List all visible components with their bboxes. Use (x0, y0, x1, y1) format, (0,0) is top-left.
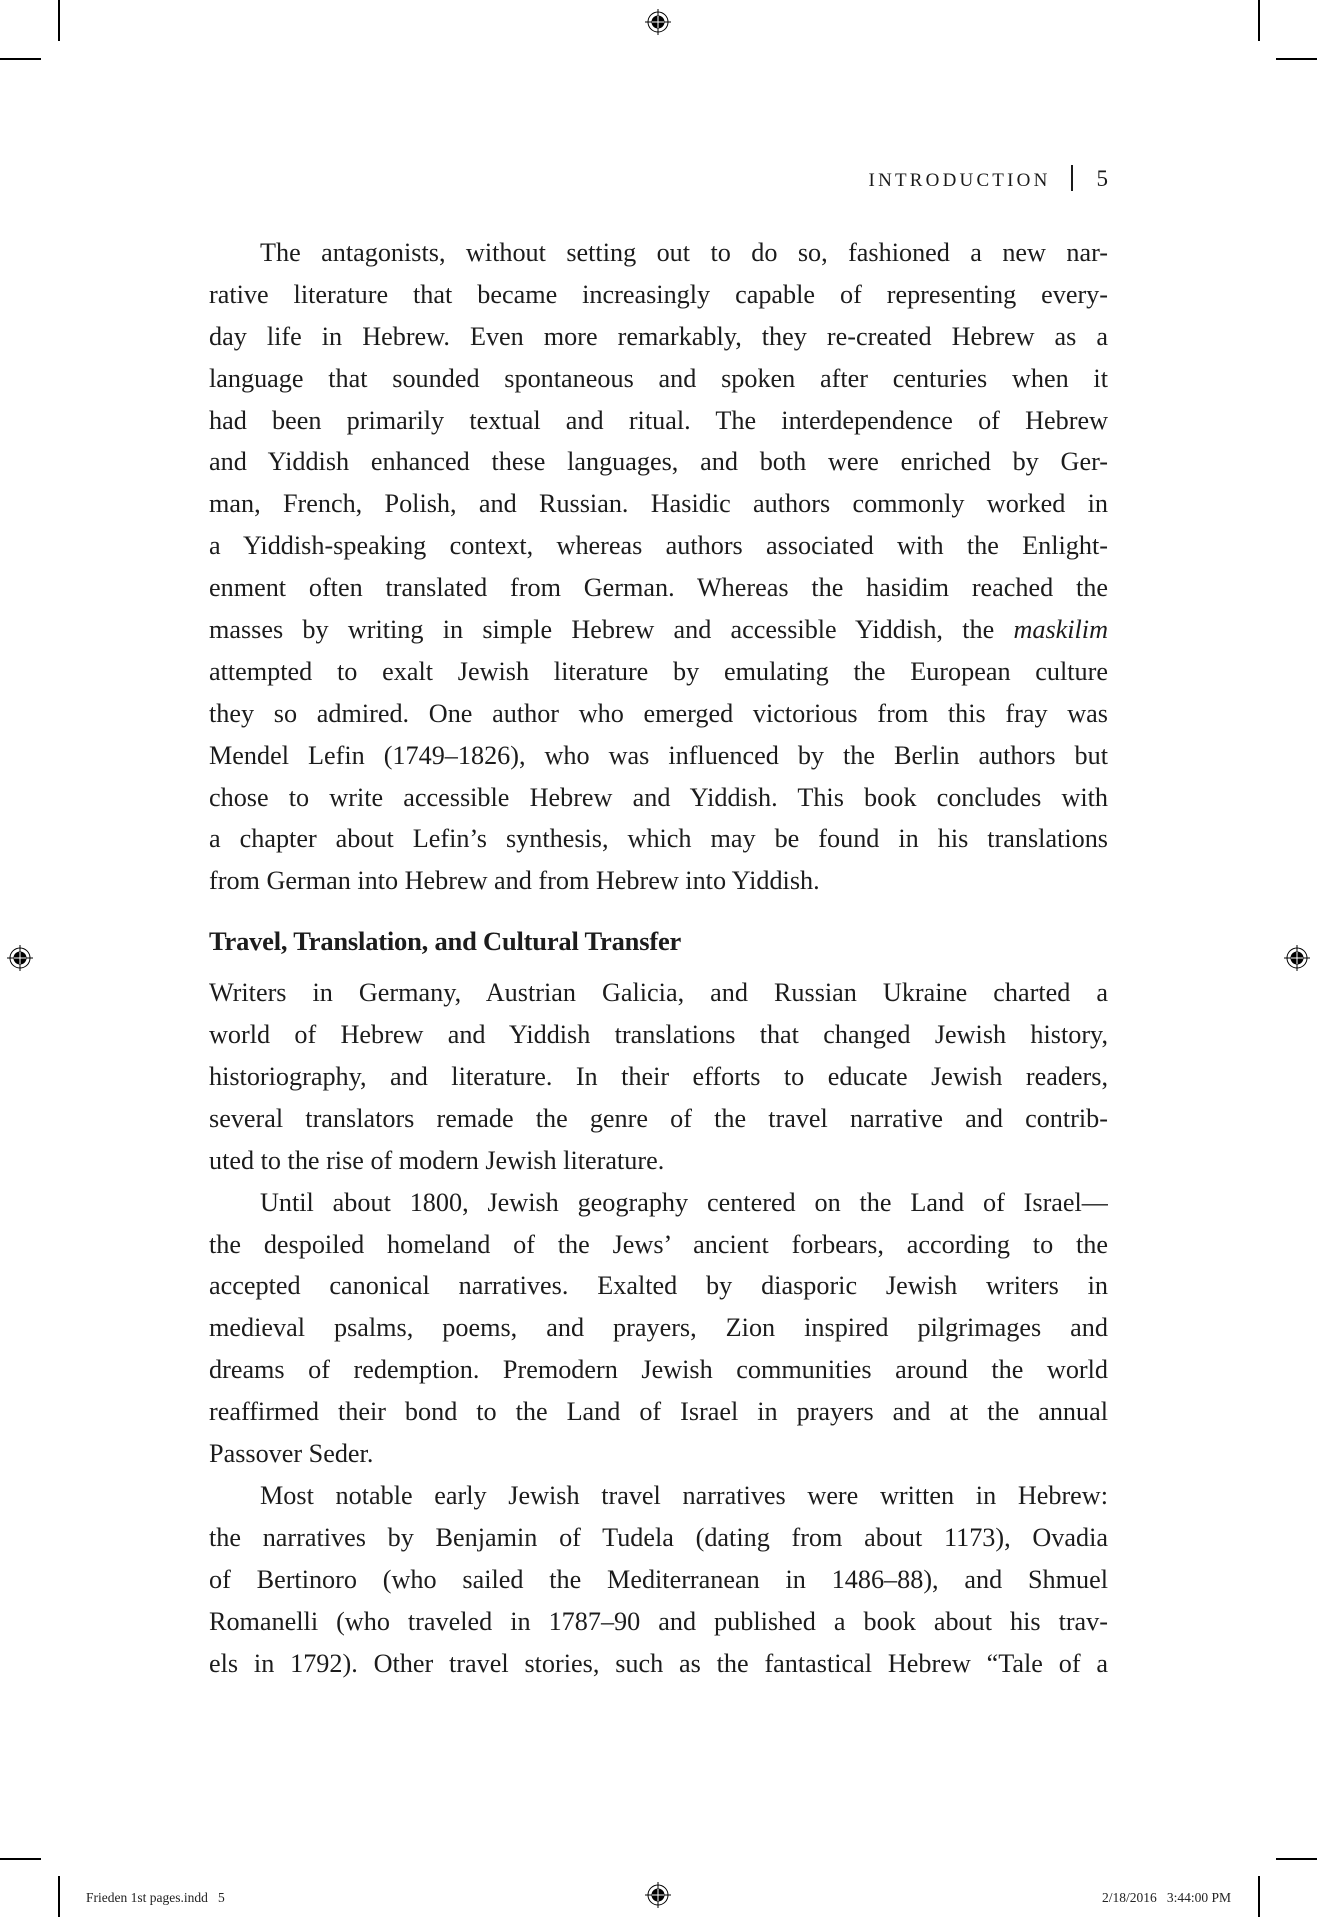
text-line: attempted to exalt Jewish literature by emulating the European culture (209, 656, 1108, 686)
paragraph-2 (209, 972, 1108, 1181)
text-line: Until about 1800, Jewish geography centered on the Land of Israel— (260, 1187, 1108, 1217)
text-line: The antagonists, without setting out to do so, fashioned a new nar- (260, 238, 1108, 267)
registration-mark-bottom-icon (644, 1881, 672, 1909)
section-heading: Travel, Translation, and Cultural Transfer (209, 926, 682, 957)
text-line: the narratives by Benjamin of Tudela (dating from about 1173), Ovadia (209, 1522, 1108, 1552)
slug-timestamp: 2/18/2016 3:44:00 PM (1101, 1890, 1231, 1905)
text-line: a chapter about Lefin’s synthesis, which may be found in his translations (209, 824, 1108, 854)
text-line: Passover Seder. (209, 1439, 374, 1469)
text-line: the despoiled homeland of the Jews’ ancient forbears, according to the (209, 1229, 1108, 1259)
running-head-divider (1071, 165, 1073, 191)
running-head (820, 160, 1108, 190)
text-line: enment often translated from German. Whereas the hasidim reached the (209, 573, 1108, 603)
paragraph-1 (209, 232, 1108, 902)
text-line: of Bertinoro (who sailed the Mediterranean in 1486–88), and Shmuel (209, 1564, 1108, 1594)
text-line-with-italic (209, 609, 1108, 651)
text-line: from German into Hebrew and from Hebrew into Yiddish. (209, 866, 820, 896)
text-line: they so admired. One author who emerged victorious from this fray was (209, 698, 1108, 728)
text-line: Writers in Germany, Austrian Galicia, and Russian Ukraine charted a (209, 978, 1108, 1008)
text-line: and Yiddish enhanced these languages, and both were enriched by Ger- (209, 447, 1108, 477)
text-line: world of Hebrew and Yiddish translations that changed Jewish history, (209, 1020, 1108, 1050)
page-number: 5 (1096, 166, 1108, 191)
text-line: rative literature that became increasingly capable of representing every- (209, 279, 1108, 309)
body-text (209, 232, 1108, 1684)
paragraph-3 (209, 1182, 1108, 1475)
crop-mark-bottom-right-vertical (1258, 1876, 1260, 1917)
text-line: uted to the rise of modern Jewish literature. (209, 1145, 665, 1175)
text-line: accepted canonical narratives. Exalted by diasporic Jewish writers in (209, 1271, 1108, 1301)
text-line: medieval psalms, poems, and prayers, Zion inspired pilgrimages and (209, 1313, 1108, 1343)
crop-mark-bottom-left-vertical (58, 1876, 60, 1917)
registration-mark-left-icon (6, 944, 34, 972)
text-line: language that sounded spontaneous and spoken after centuries when it (209, 363, 1108, 393)
crop-mark-top-left-horizontal (0, 58, 41, 60)
crop-mark-top-right-horizontal (1276, 58, 1317, 60)
text-line: a Yiddish-speaking context, whereas authors associated with the Enlight- (209, 531, 1108, 561)
text-line: man, French, Polish, and Russian. Hasidic authors commonly worked in (209, 489, 1108, 519)
running-head-title: INTRODUCTION (868, 170, 1051, 191)
crop-mark-bottom-right-horizontal (1276, 1858, 1317, 1860)
text-line: Most notable early Jewish travel narratives were written in Hebrew: (260, 1480, 1108, 1510)
text-line: day life in Hebrew. Even more remarkably, they re-created Hebrew as a (209, 321, 1108, 351)
registration-mark-right-icon (1283, 944, 1311, 972)
italic-term: maskilim (1013, 615, 1108, 645)
text-line: dreams of redemption. Premodern Jewish communities around the world (209, 1355, 1108, 1385)
slug-file-name: Frieden 1st pages.indd 5 (86, 1890, 225, 1905)
crop-mark-top-left-vertical (58, 0, 60, 41)
text-line: reaffirmed their bond to the Land of Israel in prayers and at the annual (209, 1397, 1108, 1427)
paragraph-4 (209, 1475, 1108, 1684)
text-segment: masses by writing in simple Hebrew and accessible Yiddish, the (209, 615, 1014, 645)
text-line: had been primarily textual and ritual. The interdependence of Hebrew (209, 405, 1108, 435)
text-line: els in 1792). Other travel stories, such as the fantastical Hebrew “Tale of a (209, 1648, 1108, 1678)
text-line: chose to write accessible Hebrew and Yiddish. This book concludes with (209, 782, 1108, 812)
text-line: historiography, and literature. In their efforts to educate Jewish readers, (209, 1062, 1108, 1092)
text-line: Mendel Lefin (1749–1826), who was influenced by the Berlin authors but (209, 740, 1108, 770)
text-line: several translators remade the genre of the travel narrative and contrib- (209, 1103, 1108, 1133)
registration-mark-top-icon (644, 8, 672, 36)
crop-mark-bottom-left-horizontal (0, 1858, 41, 1860)
text-line: Romanelli (who traveled in 1787–90 and published a book about his trav- (209, 1606, 1108, 1636)
crop-mark-top-right-vertical (1258, 0, 1260, 41)
